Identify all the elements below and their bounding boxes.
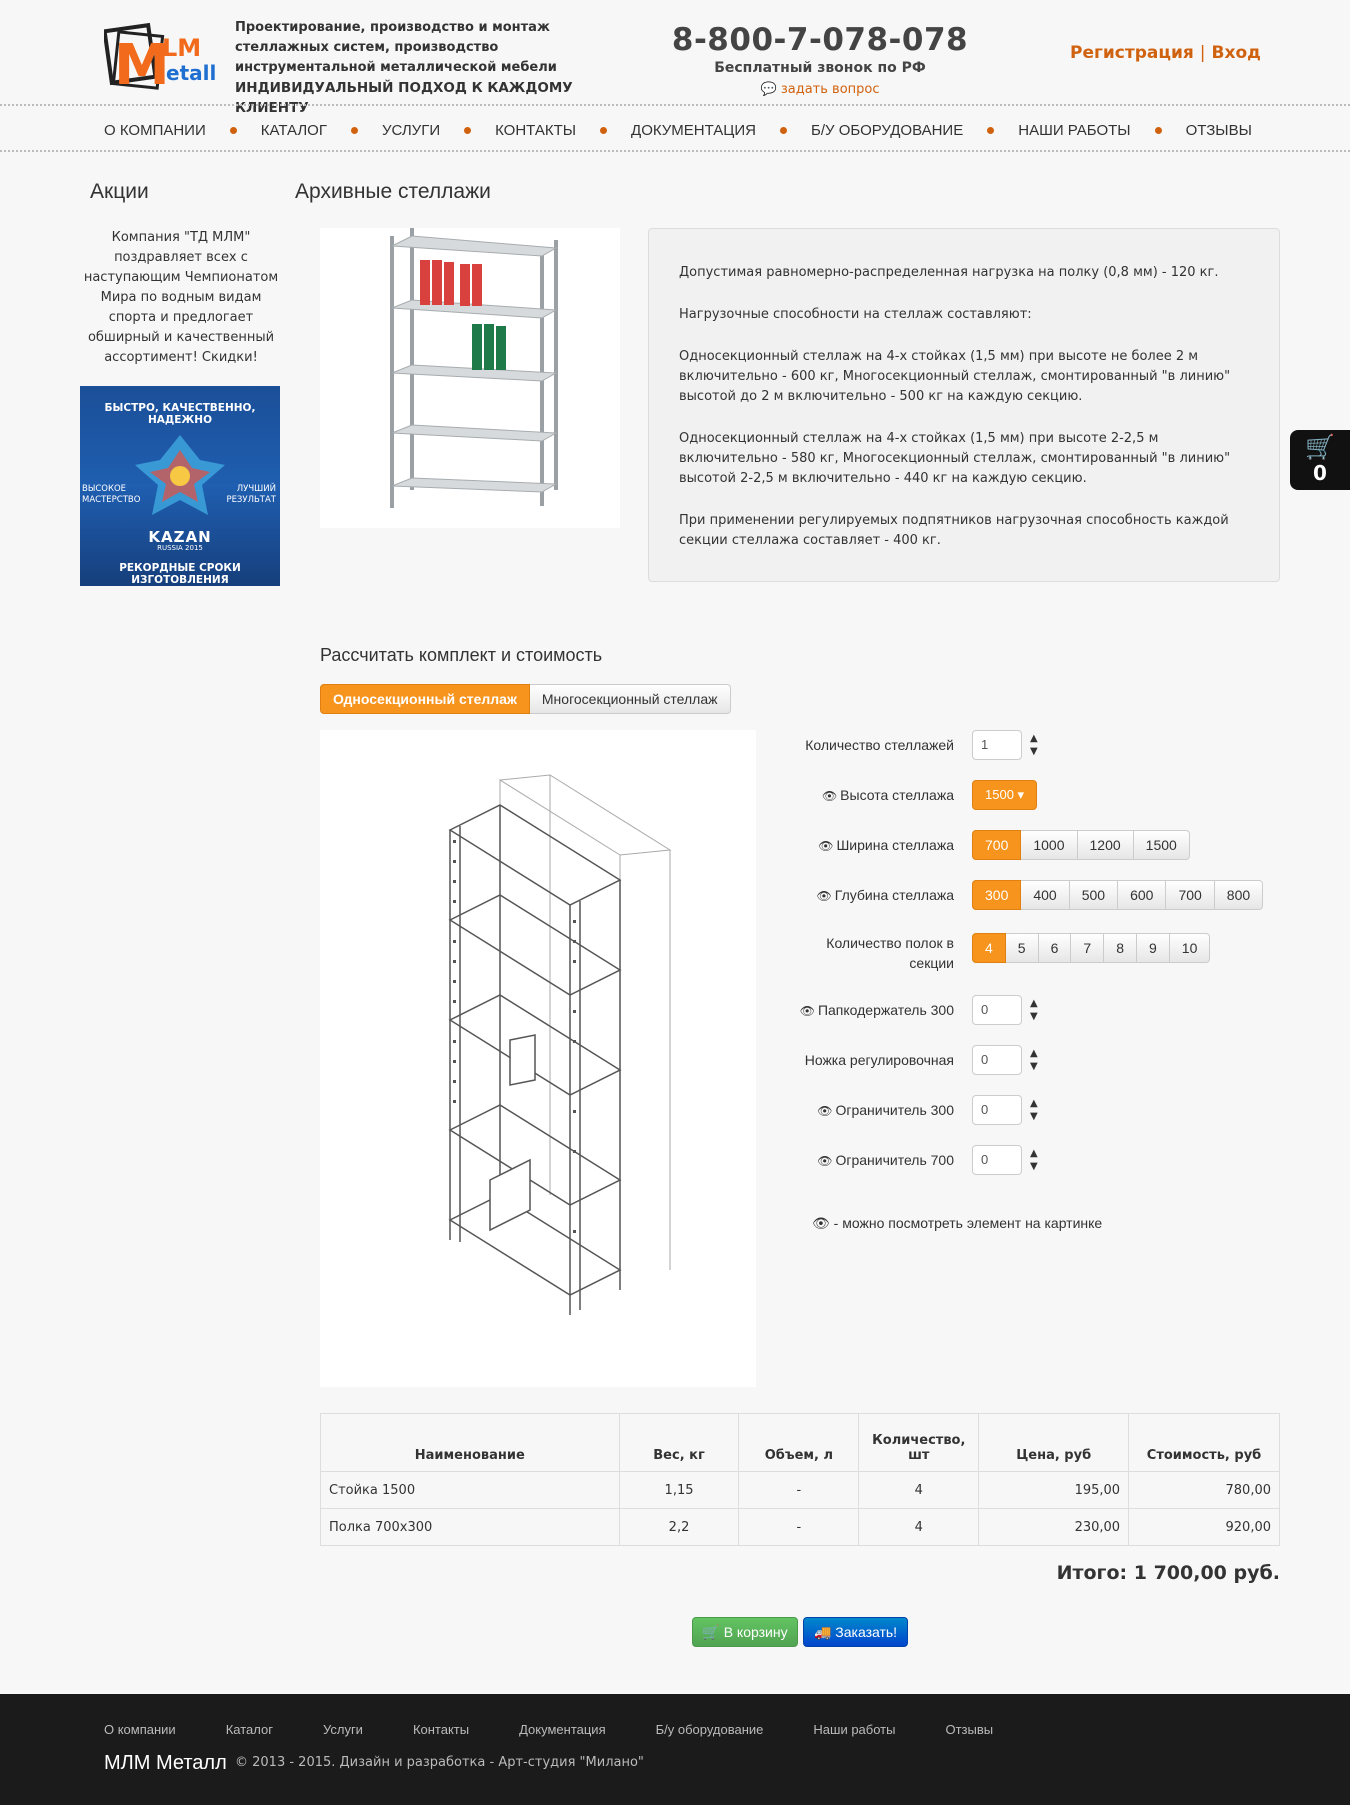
- tagline-line: Проектирование, производство и монтаж: [235, 20, 550, 35]
- width-label: Ширина стеллажа: [836, 836, 954, 853]
- width-option[interactable]: 700: [972, 830, 1021, 860]
- cell-cost: 920,00: [1129, 1509, 1280, 1546]
- description-paragraph: Нагрузочные способности на стеллаж составляют:: [679, 307, 1032, 322]
- cart-icon: 🛒: [702, 1624, 720, 1640]
- footer-link-works[interactable]: Наши работы: [813, 1722, 896, 1737]
- nav-item-contacts[interactable]: КОНТАКТЫ: [495, 121, 577, 139]
- limiter700-stepper[interactable]: [1030, 1147, 1038, 1173]
- table-header-row: [321, 1414, 1280, 1472]
- caret-down-icon: ▾: [1017, 787, 1025, 802]
- shelves-option[interactable]: 8: [1104, 933, 1137, 963]
- nav-item-services[interactable]: УСЛУГИ: [381, 121, 441, 139]
- foot-stepper[interactable]: [1030, 1047, 1038, 1073]
- nav-item-reviews[interactable]: ОТЗЫВЫ: [1185, 121, 1252, 139]
- eye-icon[interactable]: 👁: [821, 788, 838, 803]
- col-name-header: Наименование: [321, 1414, 620, 1472]
- limiter700-label: Ограничитель 700: [835, 1151, 954, 1168]
- nav-separator: [987, 127, 994, 134]
- limiter300-stepper[interactable]: [1030, 1097, 1038, 1123]
- shelves-option[interactable]: 7: [1071, 933, 1104, 963]
- col-qty-header: Количество, шт: [859, 1414, 979, 1472]
- limiter300-label: Ограничитель 300: [835, 1101, 954, 1118]
- nav-separator: [351, 127, 358, 134]
- shelves-option[interactable]: 9: [1137, 933, 1170, 963]
- banner-top-text: БЫСТРО, КАЧЕСТВЕННО, НАДЕЖНО: [104, 402, 256, 426]
- width-option[interactable]: 1500: [1134, 830, 1190, 860]
- order-total: Итого: 1 700,00 руб.: [1056, 1562, 1280, 1584]
- depth-option[interactable]: 600: [1118, 880, 1166, 910]
- shelves-options: [972, 933, 1210, 963]
- nav-item-about[interactable]: О КОМПАНИИ: [104, 121, 206, 139]
- chevron-down-icon[interactable]: ▼: [1030, 1061, 1038, 1072]
- svg-text:M: M: [114, 33, 170, 98]
- folder-holder-stepper[interactable]: [1030, 997, 1038, 1023]
- chevron-down-icon[interactable]: ▼: [1030, 1011, 1038, 1022]
- promo-text: Компания "ТД МЛМ" поздравляет всех с наступающим Чемпионатом Мира по водным видам спорта и предлогает обширный и качественный ассортимент! Скидки!: [83, 230, 279, 365]
- page-title: Архивные стеллажи: [295, 180, 491, 203]
- chevron-down-icon[interactable]: ▼: [1030, 746, 1038, 757]
- limiter300-input[interactable]: 0: [972, 1095, 1022, 1125]
- cell-qty: 4: [859, 1509, 979, 1546]
- col-volume-header: Объем, л: [739, 1414, 859, 1472]
- tagline-line: ИНДИВИДУАЛЬНЫЙ ПОДХОД К КАЖДОМУ КЛИЕНТУ: [235, 80, 573, 116]
- eye-icon[interactable]: 👁: [817, 1103, 833, 1118]
- footer-link-services[interactable]: Услуги: [322, 1722, 363, 1737]
- depth-option[interactable]: 300: [972, 880, 1021, 910]
- cell-cost: 780,00: [1129, 1472, 1280, 1509]
- table-row: [321, 1509, 1280, 1546]
- order-button[interactable]: [803, 1617, 908, 1647]
- parts-table: [320, 1413, 1280, 1546]
- tab-single-section[interactable]: Односекционный стеллаж: [320, 684, 530, 714]
- folder-holder-label: Папкодержатель 300: [817, 1001, 954, 1018]
- shelves-option[interactable]: 6: [1039, 933, 1072, 963]
- width-row: [780, 830, 1300, 860]
- description-paragraph: Допустимая равномерно-распределенная нагрузка на полку (0,8 мм) - 120 кг.: [679, 265, 1219, 280]
- championship-emblem-icon: [130, 430, 230, 520]
- phone-number[interactable]: 8-800-7-078-078: [671, 22, 969, 58]
- nav-item-docs[interactable]: ДОКУМЕНТАЦИЯ: [631, 121, 757, 139]
- cart-icon: 🛒: [1305, 433, 1335, 461]
- nav-item-works[interactable]: НАШИ РАБОТЫ: [1018, 121, 1131, 139]
- phone-note: Бесплатный звонок по РФ: [714, 60, 926, 76]
- shelves-option[interactable]: 4: [972, 933, 1006, 963]
- floating-cart[interactable]: [1290, 430, 1350, 490]
- tagline-line: стеллажных систем, производство: [235, 40, 499, 55]
- register-link[interactable]: Регистрация: [1070, 43, 1194, 63]
- cell-volume: -: [739, 1509, 859, 1546]
- auth-links: [1070, 43, 1261, 63]
- shelves-row: [780, 933, 1300, 973]
- logo-text-top: LM: [162, 34, 202, 62]
- nav-separator: [464, 127, 471, 134]
- chevron-down-icon[interactable]: ▼: [1030, 1161, 1038, 1172]
- chevron-up-icon[interactable]: ▲: [1030, 998, 1038, 1009]
- cart-count: 0: [1313, 461, 1327, 485]
- cell-name: Полка 700х300: [321, 1509, 620, 1546]
- banner-right-text: ЛУЧШИЙ РЕЗУЛЬТАТ: [226, 484, 276, 505]
- main-nav: [104, 110, 1252, 150]
- cell-price: 230,00: [979, 1509, 1129, 1546]
- product-image[interactable]: [320, 228, 620, 528]
- ask-question-link[interactable]: [640, 82, 1000, 97]
- width-options: [972, 830, 1190, 860]
- cell-weight: 2,2: [619, 1509, 739, 1546]
- site-tagline: [235, 18, 610, 118]
- col-price-header: Цена, руб: [979, 1414, 1129, 1472]
- shelves-label: Количество полок в секции: [826, 935, 954, 971]
- limiter700-input[interactable]: 0: [972, 1145, 1022, 1175]
- tagline-line: инструментальной металлической мебели: [235, 60, 557, 75]
- height-label: Высота стеллажа: [840, 786, 954, 803]
- foot-input[interactable]: 0: [972, 1045, 1022, 1075]
- width-option[interactable]: 1200: [1078, 830, 1134, 860]
- divider: [0, 150, 1350, 152]
- folder-holder-input[interactable]: 0: [972, 995, 1022, 1025]
- truck-icon: 🚚: [813, 1624, 832, 1640]
- eye-icon: 👁: [812, 1215, 830, 1231]
- depth-option[interactable]: 400: [1021, 880, 1069, 910]
- description-paragraph: При применении регулируемых подпятников нагрузочная способность каждой секции стеллажа составляет - 400 кг.: [679, 513, 1229, 548]
- divider: [0, 104, 1350, 106]
- ask-question-label: задать вопрос: [780, 82, 880, 97]
- depth-option[interactable]: 500: [1070, 880, 1118, 910]
- folder-holder-row: [780, 995, 1300, 1025]
- footer-link-about[interactable]: О компании: [104, 1722, 176, 1737]
- nav-separator: [1155, 127, 1162, 134]
- col-cost-header: Стоимость, руб: [1129, 1414, 1280, 1472]
- cell-weight: 1,15: [619, 1472, 739, 1509]
- nav-separator: [230, 127, 237, 134]
- eye-icon[interactable]: 👁: [817, 1153, 833, 1168]
- nav-separator: [600, 127, 607, 134]
- footer-nav: [104, 1722, 1043, 1737]
- eye-icon[interactable]: 👁: [816, 888, 832, 903]
- tab-multi-section[interactable]: Многосекционный стеллаж: [530, 684, 731, 714]
- promo-banner[interactable]: [80, 386, 280, 586]
- height-dropdown[interactable]: [972, 780, 1037, 810]
- shelves-option[interactable]: 5: [1006, 933, 1039, 963]
- add-to-cart-label: В корзину: [723, 1624, 788, 1640]
- footer-copyright: © 2013 - 2015. Дизайн и разработка - Арт-студия "Милано": [235, 1755, 644, 1770]
- col-weight-header: Вес, кг: [619, 1414, 739, 1472]
- foot-row: [780, 1045, 1300, 1075]
- chevron-up-icon[interactable]: ▲: [1030, 1098, 1038, 1109]
- chevron-down-icon[interactable]: ▼: [1030, 1111, 1038, 1122]
- banner-left-text: ВЫСОКОЕ МАСТЕРСТВО: [82, 484, 141, 505]
- rack-type-tabs: [320, 684, 731, 714]
- depth-row: [780, 880, 1300, 910]
- site-logo[interactable]: [104, 22, 220, 98]
- rack-scheme-image: [320, 730, 756, 1387]
- cell-price: 195,00: [979, 1472, 1129, 1509]
- chevron-up-icon[interactable]: ▲: [1030, 1048, 1038, 1059]
- height-row: [780, 780, 1300, 810]
- chevron-up-icon[interactable]: ▲: [1030, 733, 1038, 744]
- chevron-up-icon[interactable]: ▲: [1030, 1148, 1038, 1159]
- qty-label: Количество стеллажей: [805, 737, 954, 753]
- limiter300-row: [780, 1095, 1300, 1125]
- shelves-option[interactable]: 10: [1170, 933, 1211, 963]
- table-row: [321, 1472, 1280, 1509]
- calculator-title: Рассчитать комплект и стоимость: [320, 645, 603, 665]
- qty-input[interactable]: 1: [972, 730, 1022, 760]
- footer-link-catalog[interactable]: Каталог: [225, 1722, 273, 1737]
- banner-center-sub: RUSSIA 2015: [157, 544, 203, 552]
- banner-bottom-text: РЕКОРДНЫЕ СРОКИ ИЗГОТОВЛЕНИЯ: [119, 562, 241, 586]
- product-description: [648, 228, 1280, 582]
- cell-name: Стойка 1500: [321, 1472, 620, 1509]
- auth-separator: |: [1199, 43, 1206, 63]
- eye-icon[interactable]: 👁: [799, 1003, 815, 1018]
- description-paragraph: Односекционный стеллаж на 4-х стойках (1,5 мм) при высоте 2-2,5 м включительно - 580 кг, Многосекционный стеллаж, смонтированный "в линию" высотой 2-2,5 м включительно - 440 кг на каждую секцию.: [679, 431, 1231, 486]
- login-link[interactable]: Вход: [1211, 43, 1261, 63]
- depth-option[interactable]: 700: [1166, 880, 1214, 910]
- cell-volume: -: [739, 1472, 859, 1509]
- foot-label: Ножка регулировочная: [804, 1052, 954, 1068]
- description-paragraph: Односекционный стеллаж на 4-х стойках (1,5 мм) при высоте не более 2 м включительно - 600 кг, Многосекционный стеллаж, смонтированный "в линию" высотой до 2 м включительно - 500 кг на каждую секцию.: [679, 349, 1231, 404]
- depth-label: Глубина стеллажа: [834, 886, 954, 903]
- footer: [0, 1694, 1350, 1805]
- height-value: 1500: [985, 787, 1014, 802]
- nav-item-catalog[interactable]: КАТАЛОГ: [260, 121, 327, 139]
- limiter700-row: [780, 1145, 1300, 1175]
- width-option[interactable]: 1000: [1021, 830, 1077, 860]
- depth-options: [972, 880, 1263, 910]
- footer-link-contacts[interactable]: Контакты: [412, 1722, 470, 1737]
- nav-item-used[interactable]: Б/У ОБОРУДОВАНИЕ: [811, 121, 964, 139]
- comment-icon: 💬: [760, 82, 777, 97]
- qty-row: [780, 730, 1300, 760]
- footer-link-reviews[interactable]: Отзывы: [945, 1722, 994, 1737]
- footer-brand: МЛМ Металл: [104, 1752, 227, 1774]
- logo-text-bottom: etall: [166, 61, 217, 85]
- add-to-cart-button[interactable]: [692, 1617, 798, 1647]
- depth-option[interactable]: 800: [1215, 880, 1263, 910]
- footer-link-used[interactable]: Б/у оборудование: [655, 1722, 764, 1737]
- footer-link-docs[interactable]: Документация: [519, 1722, 606, 1737]
- eye-hint-text: - можно посмотреть элемент на картинке: [833, 1215, 1103, 1231]
- banner-center-text: KAZAN: [148, 528, 212, 546]
- eye-hint: [812, 1215, 1102, 1232]
- qty-stepper[interactable]: [1030, 732, 1038, 758]
- order-label: Заказать!: [835, 1624, 898, 1640]
- eye-icon[interactable]: 👁: [818, 838, 834, 853]
- nav-separator: [780, 127, 787, 134]
- cell-qty: 4: [859, 1472, 979, 1509]
- sidebar-title: Акции: [90, 180, 149, 203]
